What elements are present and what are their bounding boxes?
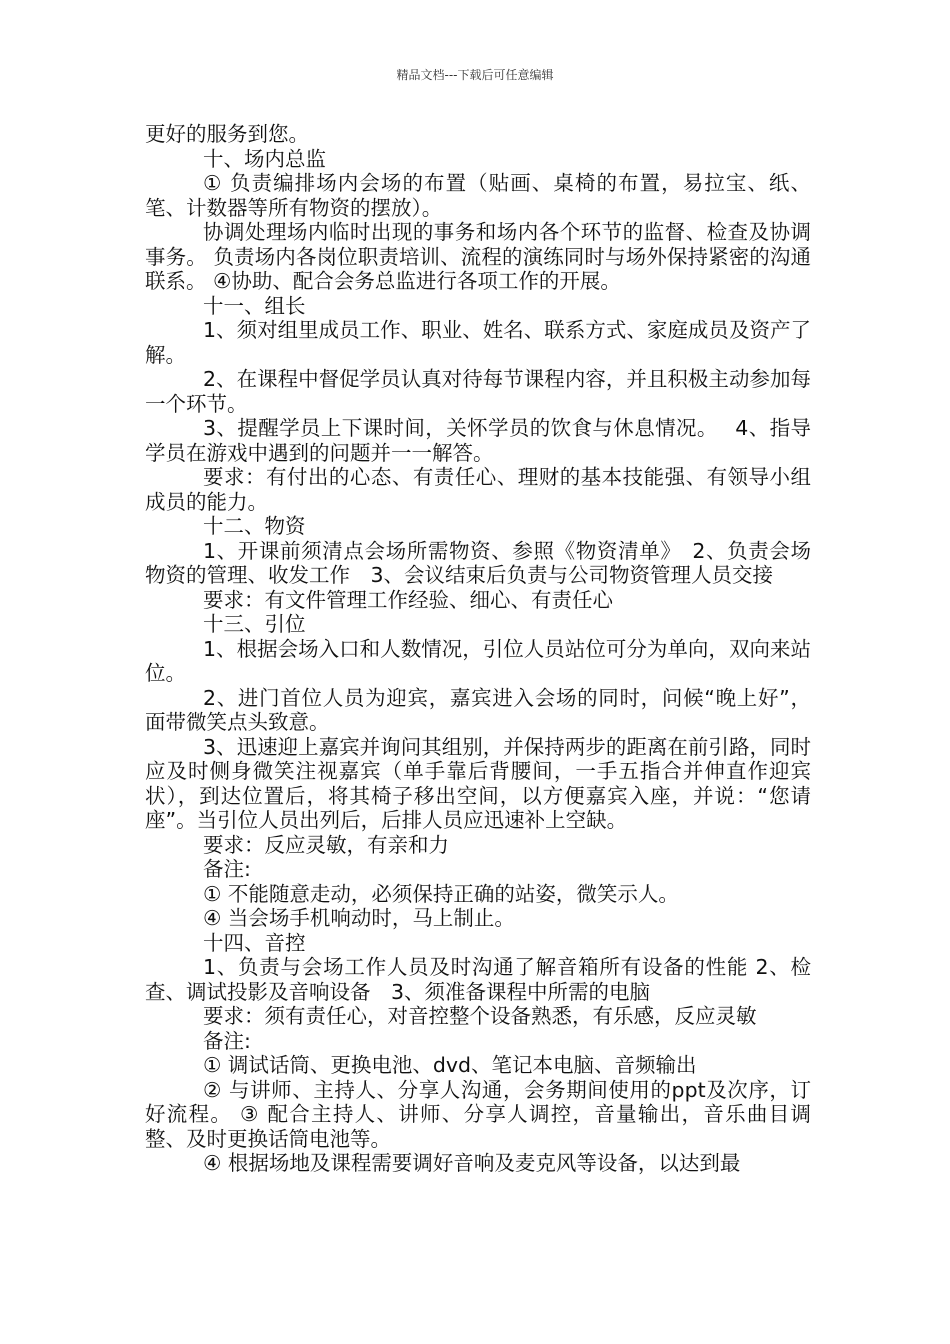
section-line: ① 调试话筒、更换电池、dvd、笔记本电脑、音频输出	[203, 1053, 697, 1077]
paragraph: 1、负责与会场工作人员及时沟通了解音箱所有设备的性能 2、检查、调试投影及音响设备 3、须准备课程中所需的电脑	[145, 955, 811, 1004]
section-line: 十三、引位	[203, 612, 306, 636]
section-line: 十二、物资	[203, 514, 306, 538]
section-line: 十四、音控	[203, 930, 306, 955]
section-line: 备注:	[203, 857, 251, 881]
section-line: 要求：须有责任心，对音控整个设备熟悉，有乐感，反应灵敏	[203, 1004, 757, 1028]
paragraph: 3、提醒学员上下课时间，关怀学员的饮食与休息情况。 4、指导学员在游戏中遇到的问题并一一解答。	[145, 416, 811, 465]
section-line: ① 不能随意走动，必须保持正确的站姿，微笑示人。	[203, 881, 679, 906]
paragraph: 2、进门首位人员为迎宾，嘉宾进入会场的同时，问候“晚上好”，面带微笑点头致意。	[145, 685, 811, 734]
paragraph: 3、迅速迎上嘉宾并询问其组别，并保持两步的距离在前引路，同时应及时侧身微笑注视嘉宾（单手靠后背腰间，一手五指合并伸直作迎宾状），到达位置后，将其椅子移出空间，以方便嘉宾入座，并说：“您请座”。当引位人员出列后，后排人员应迅速补上空缺。	[145, 734, 811, 832]
section-line: ④ 当会场手机响动时，马上制止。	[203, 906, 515, 930]
paragraph: 要求：有文件管理工作经验、细心、有责任心	[203, 587, 613, 612]
paragraph: 1、根据会场入口和人数情况，引位人员站位可分为单向，双向来站位。	[145, 636, 811, 685]
document-body	[145, 122, 811, 1176]
page-header: 精品文档---下载后可任意编辑	[396, 68, 554, 82]
section-line: 十一、组长	[203, 293, 306, 318]
paragraph: 1、须对组里成员工作、职业、姓名、联系方式、家庭成员及资产了解。	[145, 318, 811, 367]
paragraph: 2、在课程中督促学员认真对待每节课程内容，并且积极主动参加每一个环节。	[145, 367, 811, 416]
paragraph: 1、开课前须清点会场所需物资、参照《物资清单》 2、负责会场物资的管理、收发工作 3、会议结束后负责与公司物资管理人员交接	[145, 538, 811, 587]
section-line: 十、场内总监	[203, 146, 326, 171]
paragraph: ① 负责编排场内会场的布置（贴画、桌椅的布置，易拉宝、纸、笔、计数器等所有物资的摆放）。	[145, 171, 811, 220]
paragraph: ② 与讲师、主持人、分享人沟通，会务期间使用的ppt及次序，订好流程。 ③ 配合主持人、讲师、分享人调控，音量输出，音乐曲目调整、及时更换话筒电池等。	[145, 1077, 811, 1151]
paragraph: ④ 根据场地及课程需要调好音响及麦克风等设备，以达到最	[203, 1151, 741, 1175]
section-line: 要求：反应灵敏，有亲和力	[203, 832, 449, 857]
paragraph: 协调处理场内临时出现的事务和场内各个环节的监督、检查及协调事务。 负责场内各岗位职责培训、流程的演练同时与场外保持紧密的沟通联系。 ④协助、配合会务总监进行各项工作的开展。	[145, 220, 811, 293]
paragraph: 要求：有付出的心态、有责任心、理财的基本技能强、有领导小组成员的能力。	[145, 465, 811, 514]
paragraph: 更好的服务到您。	[145, 122, 309, 146]
section-line: 备注:	[203, 1028, 251, 1053]
